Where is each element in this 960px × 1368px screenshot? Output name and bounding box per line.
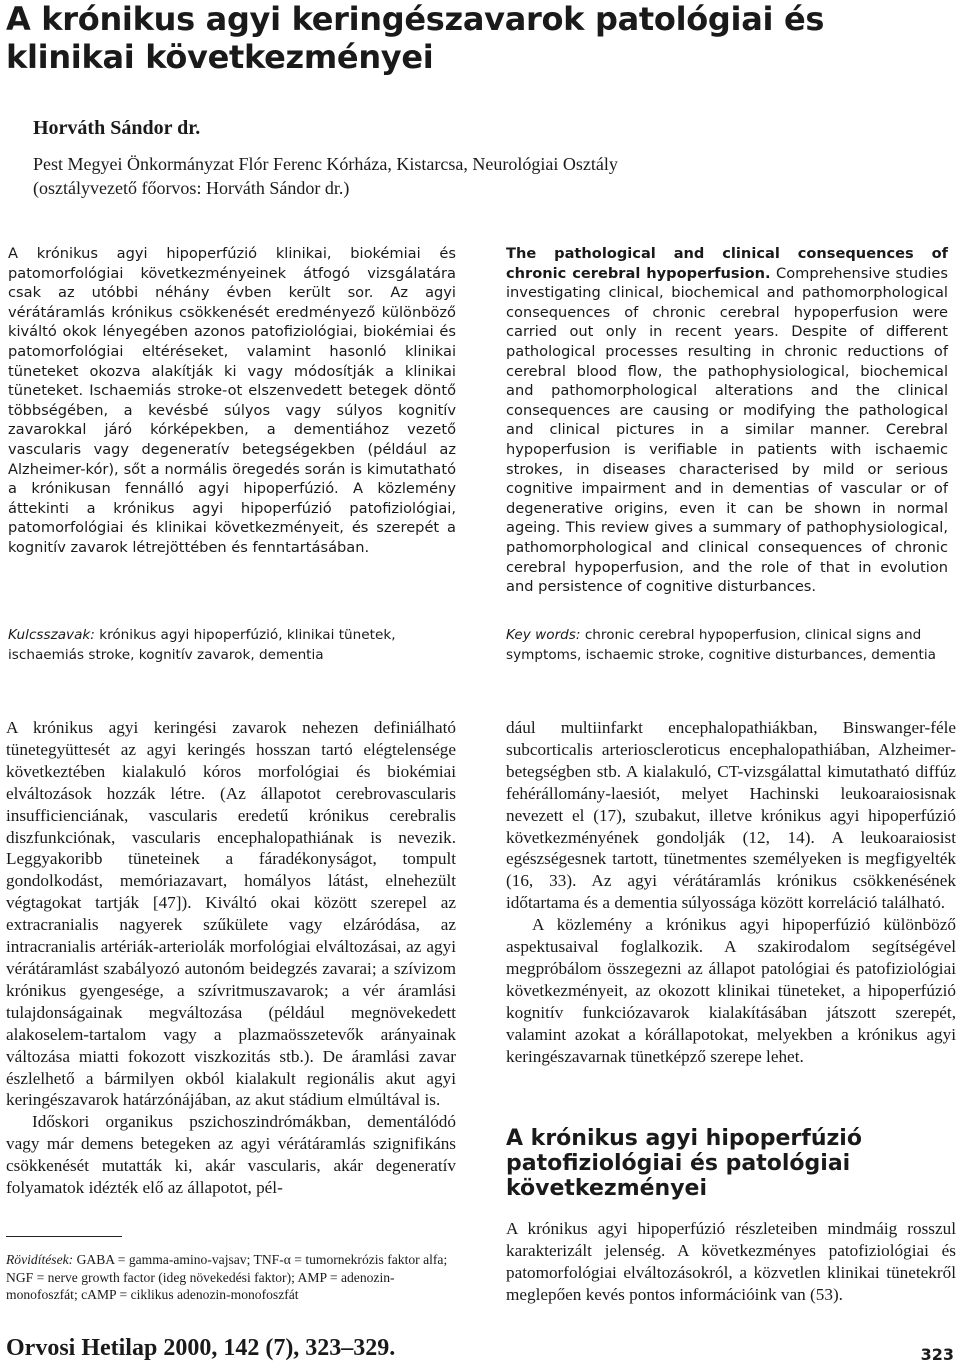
body-paragraph: A közlemény a krónikus agyi hipoperfúzió különböző aspektusaival foglalkozik. A szakirodalom segítségével megpróbálom összegezni az állapot patológiai és patofiziológiai következményeit, az okozott klinikai tüneteket, a hipoperfúzió kognitív funkciózavarok kialakításában játszott szerepét, valamint azokat a kórállapotokat, melyekben a krónikus agyi keringészavarnak tünetképző szerepe lehet.: [506, 915, 956, 1066]
author-name: Horváth Sándor dr.: [33, 117, 201, 139]
journal-citation: Orvosi Hetilap 2000, 142 (7), 323–329.: [6, 1335, 396, 1361]
body-paragraph: A krónikus agyi keringési zavarok nehezen definiálható tünetegyüttesét az agyi keringés hosszan tartó elégtelensége következtében kialakuló kóros morfológiai és biokémiai elváltozások hozzák létre. (Az állapotot cerebrovascularis insufficienciának, vascularis eredetű krónikus cerebralis diszfunkciónak, vascularis encephalopathiának is nevezik. Leggyakoribb tüneteinek a fáradékonyságot, tompult gondolkodást, memóriazavart, homályos látást, elnehezült végtagokat tartják [47]). Kiváltó okai között szerepel az extracranialis nagyerek szűkülete vagy elzáródása, az intracranialis artériák-arteriolák morfológiai elváltozásai, az agyi vérátáramlást szabályozó autonóm beidegzés zavarai; a szívizom krónikus gyengesége, a szívritmuszavarok; a vér áramlási tulajdonságainak megváltozása (például megnövekedett alakoselem-tartalom vagy a plazmaösszetevők arányainak változása miatti fokozott viszkozitás stb.). De áramlási zavar észlelhető a bármilyen okból kialakult regionális akut agyi keringészavarok határzónájában, az akut stádium elmúltával is.: [6, 718, 456, 1110]
body-paragraph: dául multiinfarkt encephalopathiákban, Binswanger-féle subcorticalis arterioscleroticus encephalopathiában, Alzheimer-betegségben stb. A kialakuló, CT-vizsgálattal kimutatható diffúz fehérállomány-laesiót, melyet Hachinski leukoaraiosisnak nevezett el (17), szubakut, illetve krónikus agyi hipoperfúzió következményének gondolják (12, 14). A leukoaraiosist egészségesnek tartott, tünetmentes személyeken is megfigyelték (16, 33). Az agyi vérátáramlás krónikus csökkenésének időtartama és a dementia súlyossága között korreláció található.: [506, 718, 956, 913]
affiliation-line: (osztályvezető főorvos: Horváth Sándor dr.): [33, 178, 350, 198]
body-column-left: [6, 717, 456, 1199]
footnote-abbreviations: [6, 1251, 456, 1304]
abstract-english-title: The pathological and clinical consequences of chronic cerebral hypoperfusion.: [506, 245, 948, 282]
keywords-english: [506, 626, 950, 665]
footnote-divider: [6, 1236, 122, 1237]
keywords-hungarian: [8, 626, 456, 665]
affiliation: [33, 152, 733, 200]
body-column-right-continued: [506, 1218, 956, 1306]
body-column-right: [506, 717, 956, 1068]
abstract-english: [506, 244, 948, 597]
keywords-label: Kulcsszavak:: [8, 627, 95, 643]
abstract-english-text: Comprehensive studies investigating clinical, biochemical and pathomorphological consequences of chronic cerebral hypoperfusion were carried out only in recent years. Despite of different pathological processes resulting in chronic reductions of cerebral blood flow, the pathophysiological, biochemical and pathomorphological alterations and the clinical consequences are causing or modifying the pathological and clinical pictures in a similar manner. Cerebral hypoperfusion is verifiable in patients with ischaemic strokes, in diseases characterised by mild or serious cognitive impairment and in dementias of vascular or of degenerative origins, even it can be shown in normal ageing. This review gives a summary of pathophysiological, pathomorphological and clinical consequences of chronic cerebral hypoperfusion, and the role of that in evolution and persistence of cognitive disturbances.: [506, 264, 948, 596]
body-paragraph: Időskori organikus pszichoszindrómákban, dementálódó vagy már demens betegeken az agyi vérátáramlás szignifikáns csökkenését mutatták ki, akár vascularis, akár degeneratív folyamatok idézték elő az állapotot, pél-: [6, 1112, 456, 1198]
keywords-text: chronic cerebral hypoperfusion, clinical signs and symptoms, ischaemic stroke, cognitive disturbances, dementia: [506, 627, 936, 663]
footnote-text: GABA = gamma-amino-vajsav; TNF-α = tumornekrózis faktor alfa; NGF = nerve growth factor (ideg növekedési faktor); AMP = adenozin-monofoszfát; cAMP = ciklikus adenozin-monofoszfát: [6, 1252, 448, 1303]
keywords-text: krónikus agyi hipoperfúzió, klinikai tünetek, ischaemiás stroke, kognitív zavarok, dementia: [8, 627, 396, 663]
body-paragraph: A krónikus agyi hipoperfúzió részleteiben mindmáig rosszul karakterizált jelenség. A következményes patofiziológiai és patomorfológiai elváltozásokról, a közvetlen klinikai tünetekről meglepően kevés pontos információink van (53).: [506, 1219, 956, 1304]
section-heading: A krónikus agyi hipoperfúzió patofiziológiai és patológiai következményei: [506, 1126, 862, 1201]
affiliation-line: Pest Megyei Önkormányzat Flór Ferenc Kórháza, Kistarcsa, Neurológiai Osztály: [33, 154, 618, 174]
article-title: A krónikus agyi keringészavarok patológiai és klinikai következményei: [6, 0, 825, 76]
abstract-hungarian: A krónikus agyi hipoperfúzió klinikai, biokémiai és patomorfológiai következményeinek átfogó vizsgálatára csak az utóbbi néhány évben került sor. Az agyi vérátáramlás krónikus csökkenését eredményező különböző kiváltó okok lényegében azonos patofiziológiai, biokémiai és patomorfológiai eltéréseket, valamint hasonló klinikai tüneteket okozva alakítják ki vagy módosítják a klinikai tüneteket. Ischaemiás stroke-ot elszenvedett betegek döntő többségében, a kevésbé súlyos vagy súlyos kognitív zavarokkal járó kórképekben, a dementiához vezető vascularis vagy degeneratív betegségekben (például az Alzheimer-kór), sőt a normális öregedés során is kimutatható a krónikusan fennálló agyi hipoperfúzió. A közlemény áttekinti a krónikus agyi hipoperfúzió patofiziológiai, patomorfológiai és klinikai következményeit, és szerepét a kognitív zavarok létrejöttében és fenntartásában.: [8, 245, 456, 556]
page-number: 323: [920, 1345, 954, 1364]
footnote-label: Rövidítések:: [6, 1252, 74, 1267]
keywords-label: Key words:: [506, 627, 581, 643]
